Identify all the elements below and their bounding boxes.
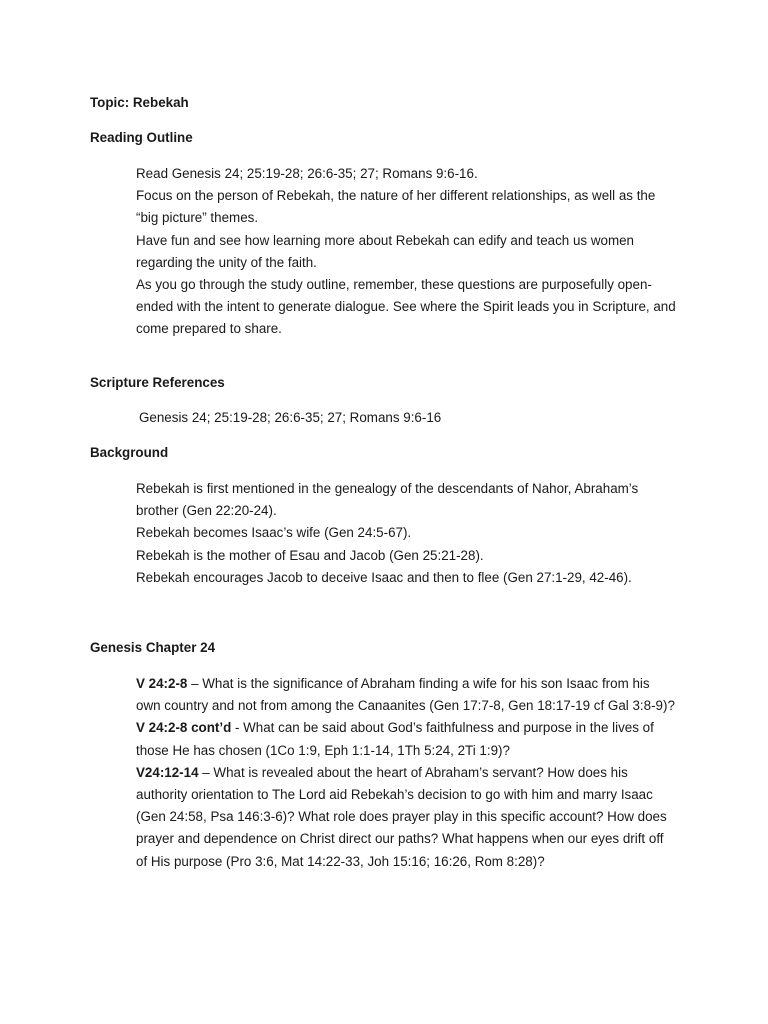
scripture-references-text: Genesis 24; 25:19-28; 26:6-35; 27; Romans 9:6-16 [139, 410, 442, 425]
verse-ref: V 24:2-8 [136, 676, 188, 691]
question-text: - What can be said about God’s faithfulness and purpose in the lives of those He has chosen (1Co 1:9, Eph 1:1-14, 1Th 5:24, 2Ti 1:9)? [136, 720, 654, 758]
question-item [136, 673, 676, 717]
question-item [136, 717, 676, 761]
background-line: Rebekah is first mentioned in the genealogy of the descendants of Nahor, Abraham’s brother (Gen 22:20-24). [136, 481, 639, 519]
background-line: Rebekah becomes Isaac’s wife (Gen 24:5-67). [136, 525, 412, 541]
genesis-24-heading: Genesis Chapter 24 [90, 640, 216, 655]
genesis-24-body [136, 673, 676, 873]
reading-outline-line: As you go through the study outline, remember, these questions are purposefully open-ended with the intent to generate dialogue. See where the Spirit leads you in Scripture, and come prepared to share. [136, 277, 676, 337]
question-text: – What is revealed about the heart of Abraham’s servant? How does his authority orientation to The Lord aid Rebekah’s decision to go with him and marry Isaac (Gen 24:58, Psa 146:3-6)? What role does prayer play in this specific account? How does prayer and dependence on Christ direct our paths? What happens when our eyes drift off of His purpose (Pro 3:6, Mat 14:22-33, Joh 15:16; 16:26, Rom 8:28)? [136, 764, 667, 869]
scripture-references-heading: Scripture References [90, 375, 225, 390]
background-line: Rebekah is the mother of Esau and Jacob (Gen 25:21-28). [136, 547, 484, 563]
reading-outline-heading: Reading Outline [90, 130, 193, 145]
background-line: Rebekah encourages Jacob to deceive Isaac and then to flee (Gen 27:1-29, 42-46). [136, 569, 632, 585]
background-heading: Background [90, 445, 169, 460]
background-body [136, 478, 676, 589]
verse-ref: V 24:2-8 cont’d [136, 720, 232, 736]
reading-outline-body [136, 163, 676, 341]
reading-outline-line: Focus on the person of Rebekah, the nature of her different relationships, as well as the “big picture” themes. [136, 188, 656, 226]
reading-outline-line: Read Genesis 24; 25:19-28; 26:6-35; 27; Romans 9:6-16. [136, 166, 478, 181]
topic-title: Topic: Rebekah [90, 95, 189, 110]
verse-ref: V24:12-14 [136, 764, 199, 780]
question-text: – What is the significance of Abraham finding a wife for his son Isaac from his own country and not from among the Canaanites (Gen 17:7-8, Gen 18:17-19 cf Gal 3:8-9)? [136, 676, 675, 714]
question-item [136, 762, 676, 873]
reading-outline-line: Have fun and see how learning more about Rebekah can edify and teach us women regarding the unity of the faith. [136, 232, 635, 270]
